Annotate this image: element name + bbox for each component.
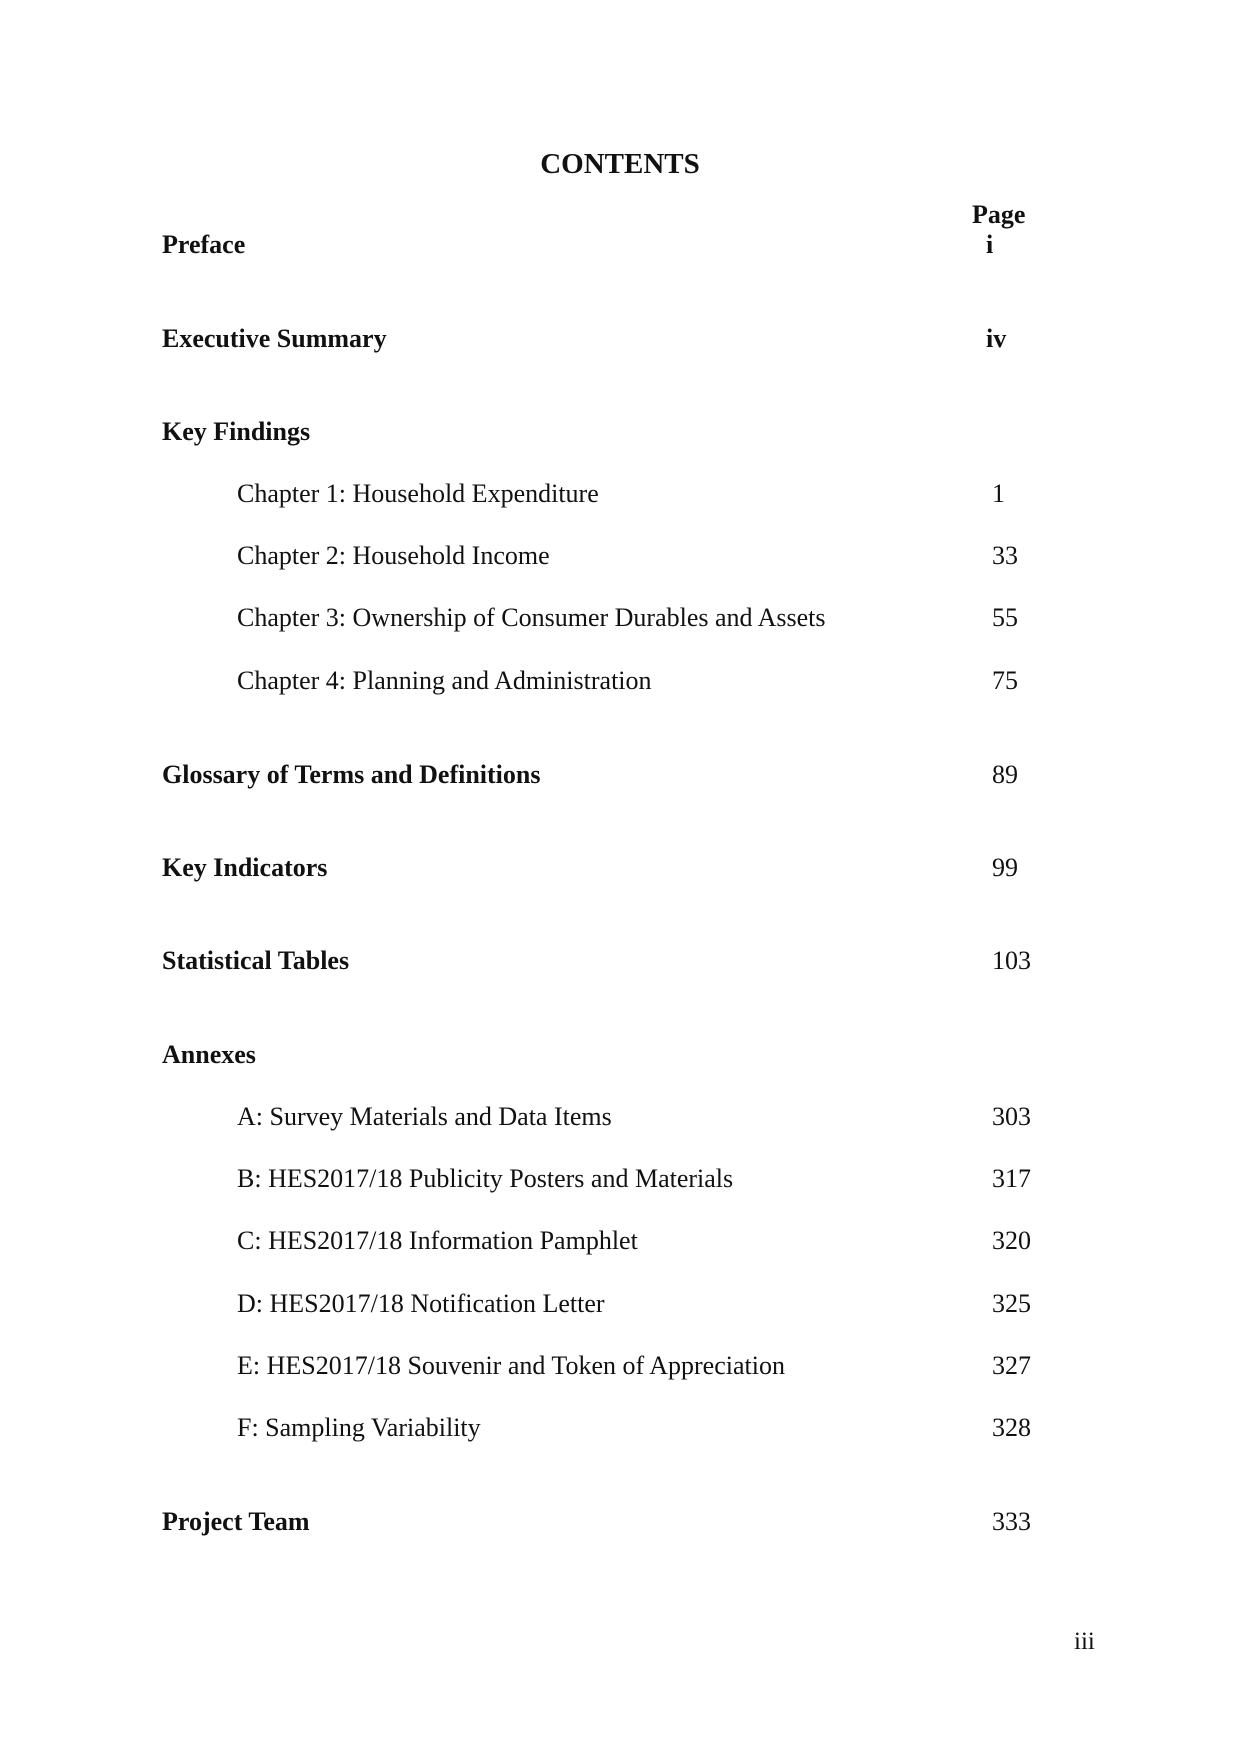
toc-entry-page: 1 bbox=[992, 479, 1005, 508]
toc-entry-page: 103 bbox=[992, 946, 1031, 975]
toc-entry-project-team bbox=[0, 1507, 1240, 1541]
toc-entry-label: C: HES2017/18 Information Pamphlet bbox=[237, 1226, 638, 1255]
toc-entry-label: A: Survey Materials and Data Items bbox=[237, 1102, 612, 1131]
toc-entry-label: Chapter 2: Household Income bbox=[237, 541, 550, 570]
toc-entry-label: Preface bbox=[162, 230, 246, 259]
toc-entry-label: Annexes bbox=[162, 1040, 256, 1069]
toc-entry-page: 303 bbox=[992, 1102, 1031, 1131]
toc-entry-page: 55 bbox=[992, 603, 1018, 632]
toc-entry-label: Glossary of Terms and Definitions bbox=[162, 760, 541, 789]
toc-entry-statistical-tables bbox=[0, 946, 1240, 980]
toc-entry-chapter-1 bbox=[0, 479, 1240, 513]
toc-entry-preface bbox=[0, 230, 1240, 264]
page-title: CONTENTS bbox=[540, 148, 700, 180]
toc-entry-glossary bbox=[0, 760, 1240, 794]
toc-entry-page: 328 bbox=[992, 1413, 1031, 1442]
toc-entry-label: E: HES2017/18 Souvenir and Token of Appreciation bbox=[237, 1351, 785, 1380]
toc-entry-label: Chapter 4: Planning and Administration bbox=[237, 666, 652, 695]
toc-entry-annex-a bbox=[0, 1102, 1240, 1136]
toc-entry-executive-summary bbox=[0, 324, 1240, 358]
toc-entry-page: 325 bbox=[992, 1289, 1031, 1318]
toc-entry-label: Executive Summary bbox=[162, 324, 387, 353]
toc-entry-chapter-4 bbox=[0, 666, 1240, 700]
toc-entry-page: 99 bbox=[992, 853, 1018, 882]
toc-entry-label: Key Indicators bbox=[162, 853, 328, 882]
toc-entry-page: iv bbox=[986, 324, 1007, 353]
toc-entry-label: Chapter 1: Household Expenditure bbox=[237, 479, 599, 508]
toc-entry-label: Project Team bbox=[162, 1507, 310, 1536]
toc-entry-page: 327 bbox=[992, 1351, 1031, 1380]
toc-entry-annex-e bbox=[0, 1351, 1240, 1385]
toc-entry-label: Chapter 3: Ownership of Consumer Durables and Assets bbox=[237, 603, 826, 632]
toc-entry-label: B: HES2017/18 Publicity Posters and Materials bbox=[237, 1164, 734, 1193]
toc-entry-annexes bbox=[0, 1040, 1240, 1074]
toc-entry-page: 317 bbox=[992, 1164, 1031, 1193]
toc-entry-chapter-2 bbox=[0, 541, 1240, 575]
toc-entry-annex-f bbox=[0, 1413, 1240, 1447]
toc-entry-page: 89 bbox=[992, 760, 1018, 789]
toc-entry-label: F: Sampling Variability bbox=[237, 1413, 481, 1442]
toc-entry-label: Key Findings bbox=[162, 417, 311, 446]
footer-page-number: iii bbox=[1074, 1628, 1095, 1655]
toc-entry-annex-d bbox=[0, 1289, 1240, 1323]
toc-entry-page: 320 bbox=[992, 1226, 1031, 1255]
toc-entry-page: i bbox=[986, 230, 994, 259]
toc-entry-label: D: HES2017/18 Notification Letter bbox=[237, 1289, 605, 1318]
page-column-header: Page bbox=[972, 200, 1026, 229]
toc-entry-page: 33 bbox=[992, 541, 1018, 570]
toc-entry-annex-c bbox=[0, 1226, 1240, 1260]
toc-entry-key-indicators bbox=[0, 853, 1240, 887]
toc-entry-key-findings bbox=[0, 417, 1240, 451]
toc-entry-chapter-3 bbox=[0, 603, 1240, 637]
toc-entry-page: 333 bbox=[992, 1507, 1031, 1536]
toc-entry-annex-b bbox=[0, 1164, 1240, 1198]
toc-entry-label: Statistical Tables bbox=[162, 946, 350, 975]
toc-entry-page: 75 bbox=[992, 666, 1018, 695]
